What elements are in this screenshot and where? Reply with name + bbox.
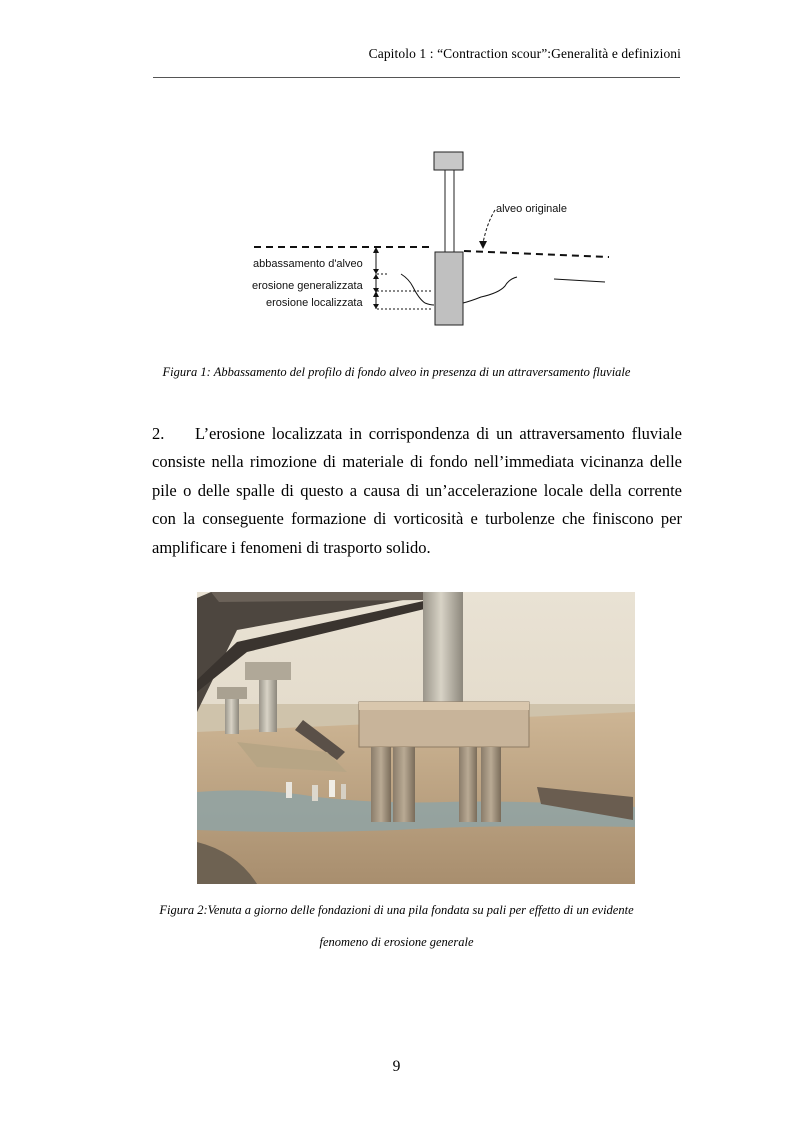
figure-1-diagram xyxy=(247,143,623,345)
running-header: Capitolo 1 : “Contraction scour”:Generalità e definizioni xyxy=(368,46,681,61)
figure-2-caption-line-1: Figura 2:Venuta a giorno delle fondazioni di una pila fondata su pali per effetto di un evidente xyxy=(159,903,634,917)
paragraph-text: L’erosione localizzata in corrispondenza di un attraversamento fluviale consiste nella rimozione di materiale di fondo nell’immediata vicinanza delle pile o delle spalle di questo a causa di un’accelerazione locale della corrente con la conseguente formazione di vorticosità e turbolenze che finiscono per amplificare i fenomeni di trasporto solido. xyxy=(152,424,682,557)
bridge-deck xyxy=(434,152,463,170)
pier-pile xyxy=(435,252,463,325)
paragraph-number: 2. xyxy=(152,424,165,443)
body-paragraph xyxy=(152,420,682,562)
label-abbassamento: abbassamento d'alveo xyxy=(253,258,363,270)
figure-1-caption: Figura 1: Abbassamento del profilo di fondo alveo in presenza di un attraversamento fluviale xyxy=(162,365,631,379)
page-number: 9 xyxy=(392,1058,401,1075)
figure-2-photo xyxy=(197,592,635,884)
label-alveo-originale: alveo originale xyxy=(496,203,567,215)
label-erosione-generalizzata: erosione generalizzata xyxy=(252,280,363,292)
header-rule xyxy=(153,77,680,78)
figure-2-caption-line-2: fenomeno di erosione generale xyxy=(319,935,474,949)
label-erosione-localizzata: erosione localizzata xyxy=(266,297,363,309)
